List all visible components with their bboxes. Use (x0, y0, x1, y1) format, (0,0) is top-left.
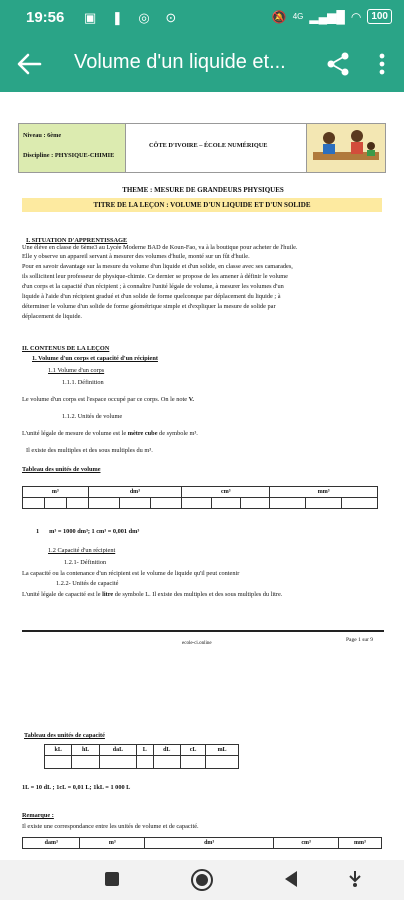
correspondence-table-header: dam³ (23, 838, 80, 849)
capacity-units-table (44, 744, 239, 769)
correspondence-table-header-row (23, 838, 382, 849)
share-icon[interactable] (326, 51, 350, 77)
correspondence-table (22, 837, 382, 849)
subsection-1-2-heading: 1.2 Capacité d'un récipient (48, 547, 116, 554)
volume-conversion (36, 528, 139, 535)
home-icon[interactable] (190, 868, 214, 892)
network-label: 4G (292, 12, 304, 21)
capacity-table-header: hL (72, 745, 99, 756)
subsection-1-2-2-heading: 1.2.2- Unités de capacité (56, 580, 119, 587)
capacity-table-header-row (45, 745, 239, 756)
situation-line-2: Elle y observe un appareil servant à mesurer des volumes d'huile, monté sur un fût d'huile. (22, 253, 250, 260)
footer-page-number: Page 1 sur 9 (346, 637, 374, 643)
correspondence-table-header: cm³ (274, 838, 339, 849)
niveau-label: Niveau : 6ème (23, 132, 62, 139)
capacity-table-empty-row (45, 756, 239, 769)
capacity-unit-sentence (22, 591, 282, 598)
subsection-1-1-heading: 1.1 Volume d'un corps (48, 367, 105, 374)
document-viewer[interactable] (0, 92, 404, 860)
situation-line-5: d'un corps et la capacité d'un récipient ; à connaître l'unité légale de volume, à mesurer les volumes d'un (22, 283, 284, 290)
volume-table-header-row (23, 487, 378, 498)
capacity-table-header: cL (180, 745, 205, 756)
capacity-conversion: 1L = 10 dL ; 1cL = 0,01 L; 1kL = 1 000 L (22, 784, 131, 791)
volume-table-header: mm³ (270, 487, 378, 498)
discipline-label: Discipline : PHYSIQUE-CHIMIE (23, 152, 115, 159)
capacity-table-header: mL (206, 745, 239, 756)
header-level-box (19, 124, 126, 172)
status-bar (0, 0, 404, 36)
volume-multiples: Il existe des multiples et des sous multiples du m³. (26, 447, 153, 454)
subsection-1-heading: 1. Volume d'un corps et capacité d'un récipient (32, 355, 158, 362)
capacity-table-header: dL (153, 745, 180, 756)
download-icon[interactable] (348, 870, 362, 888)
volume-symbol: V. (188, 396, 194, 403)
app-bar (0, 36, 404, 92)
volume-table-title: Tableau des unités de volume (22, 466, 101, 473)
correspondence-table-header: dm³ (145, 838, 274, 849)
subsection-1-1-2-heading: 1.1.2. Unités de volume (62, 413, 123, 420)
lesson-title: TITRE DE LA LEÇON : VOLUME D'UN LIQUIDE ET D'UN SOLIDE (22, 198, 382, 212)
situation-line-8: déplacement de liquide. (22, 313, 82, 320)
volume-definition-text: Le volume d'un corps est l'espace occupé par ce corps. On le note (22, 396, 189, 403)
document-title: Volume d'un liquide et... (74, 51, 286, 73)
capacity-table-title: Tableau des unités de capacité (24, 732, 105, 739)
situation-line-6: liquide à l'aide d'un récipient gradué et d'un solide de forme quelconque par déplacement du liquide ; à (22, 293, 281, 300)
section2-heading (22, 345, 109, 352)
volume-conversion-prefix: 1 (36, 528, 40, 535)
capacity-unit-bold: litre (102, 591, 114, 598)
capacity-table-header: L (137, 745, 153, 756)
volume-unit-post: de symbole m³. (157, 430, 198, 437)
subsection-1-1-1-heading: 1.1.1. Définition (62, 379, 104, 386)
battery-icon (367, 9, 392, 24)
situation-line-7: déterminer le volume d'un solide de forme géométrique simple et d'expliquer la mesure de solide par (22, 303, 276, 310)
status-time: 19:56 (26, 9, 65, 26)
correspondence-table-header: mm³ (338, 838, 381, 849)
remarque-heading: Remarque : (22, 812, 54, 819)
volume-unit-pre: L'unité légale de mesure de volume est le (22, 430, 128, 437)
document-header (18, 123, 386, 173)
capacity-unit-pre: L'unité légale de capacité est le (22, 591, 103, 598)
capacity-table-header: daL (99, 745, 136, 756)
page-footer-rule (22, 630, 384, 632)
footer-site: ecole-ci.online (182, 641, 212, 646)
signal-icon: ▂▄▆█ (309, 9, 345, 24)
volume-table-header: cm³ (182, 487, 270, 498)
status-right-icons (272, 9, 392, 24)
volume-conversion-text: m³ = 1000 dm³; 1 cm³ = 0,001 dm³ (49, 528, 140, 535)
back-nav-icon[interactable] (283, 870, 299, 888)
theme-heading: THEME : MESURE DE GRANDEURS PHYSIQUES (122, 186, 284, 194)
battery-level: 100 (371, 11, 388, 22)
mute-icon: 🔕 (271, 9, 287, 24)
volume-table-header: dm³ (88, 487, 182, 498)
system-nav-bar (0, 860, 404, 900)
section2-heading-text: II. CONTENUS DE LA LEÇON (22, 345, 110, 352)
remarque-text: Il existe une correspondance entre les unités de volume et de capacité. (22, 823, 199, 830)
capacity-unit-post: de symbole L. Il existe des multiples et des sous multiples du litre. (113, 591, 283, 598)
back-arrow-icon[interactable] (14, 50, 44, 78)
correspondence-table-header: m³ (80, 838, 145, 849)
wifi-icon: ◠ (350, 9, 362, 24)
volume-definition (22, 396, 194, 403)
volume-unit-sentence (22, 430, 198, 437)
volume-table-header: m³ (23, 487, 89, 498)
capacity-definition: La capacité ou la contenance d'un récipient est le volume de liquide qu'il peut contenir (22, 570, 240, 577)
school-label: CÔTE D'IVOIRE – ÉCOLE NUMÉRIQUE (149, 142, 268, 149)
notification-icons: ▣ ❚ ◎ ⊙ (84, 10, 183, 25)
classroom-illustration (306, 124, 385, 172)
volume-table-empty-row (23, 498, 378, 509)
situation-line-4: ils sollicitent leur professeur de physique-chimie. Ce dernier se propose de les amener à définir le volume (22, 273, 288, 280)
situation-line-3: Pour en savoir davantage sur la mesure du volume d'un liquide et d'un solide, en classe avec ses camarades, (22, 263, 293, 270)
section1-heading: I. SITUATION D'APPRENTISSAGE (26, 237, 128, 244)
recent-apps-icon[interactable] (104, 871, 120, 887)
more-options-icon[interactable] (372, 50, 392, 78)
situation-line-1: Une élève en classe de 6ème3 au Lycée Moderne BAD de Koun-Fao, va à la boutique pour acheter de l'huile. (22, 244, 298, 251)
volume-units-table (22, 486, 378, 509)
volume-unit-bold: mètre cube (127, 430, 158, 437)
subsection-1-2-1-heading: 1.2.1- Définition (64, 559, 107, 566)
capacity-table-header: kL (45, 745, 72, 756)
